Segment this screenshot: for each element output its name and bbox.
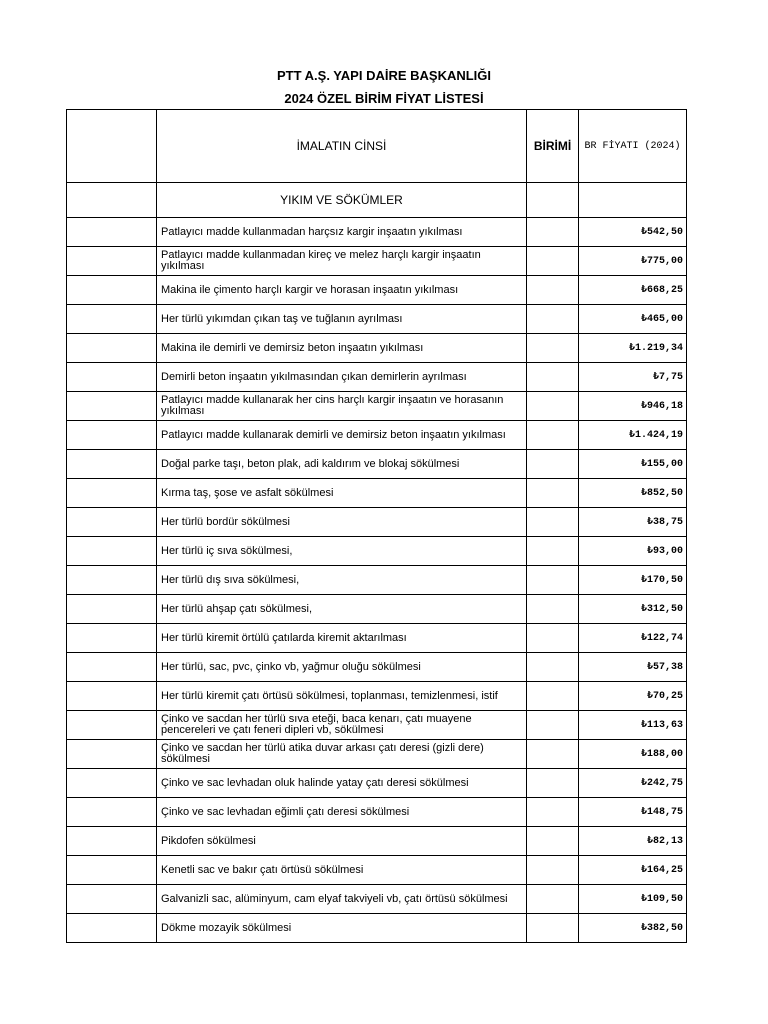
table-row (67, 624, 687, 653)
row-price: ₺155,00 (579, 450, 687, 479)
row-blank-cell (67, 914, 157, 943)
table-row (67, 885, 687, 914)
row-blank-cell (67, 624, 157, 653)
section-row (67, 183, 687, 218)
table-row (67, 856, 687, 885)
header-blank-cell (67, 110, 157, 183)
row-description: Çinko ve sac levhadan oluk halinde yatay çatı deresi sökülmesi (157, 769, 527, 798)
table-row (67, 508, 687, 537)
row-description: Her türlü yıkımdan çıkan taş ve tuğlanın ayrılması (157, 305, 527, 334)
row-description: Çinko ve sacdan her türlü sıva eteği, baca kenarı, çatı muayene pencereleri ve çatı feneri dipleri vb, sökülmesi (157, 711, 527, 740)
row-price: ₺82,13 (579, 827, 687, 856)
document-title: PTT A.Ş. YAPI DAİRE BAŞKANLIĞI (276, 68, 492, 83)
table-row (67, 914, 687, 943)
row-unit (527, 450, 579, 479)
row-description: Her türlü bordür sökülmesi (157, 508, 527, 537)
row-price: ₺775,00 (579, 247, 687, 276)
row-description: Doğal parke taşı, beton plak, adi kaldırım ve blokaj sökülmesi (157, 450, 527, 479)
header-price: BR FİYATI (2024) (579, 110, 687, 183)
row-description: Pikdofen sökülmesi (157, 827, 527, 856)
row-unit (527, 566, 579, 595)
row-unit (527, 740, 579, 769)
row-description: Kırma taş, şose ve asfalt sökülmesi (157, 479, 527, 508)
row-price: ₺122,74 (579, 624, 687, 653)
row-price: ₺93,00 (579, 537, 687, 566)
row-description: Çinko ve sac levhadan eğimli çatı deresi sökülmesi (157, 798, 527, 827)
row-unit (527, 653, 579, 682)
row-unit (527, 218, 579, 247)
row-description: Her türlü ahşap çatı sökülmesi, (157, 595, 527, 624)
table-row (67, 392, 687, 421)
row-unit (527, 827, 579, 856)
row-blank-cell (67, 595, 157, 624)
row-unit (527, 624, 579, 653)
row-unit (527, 537, 579, 566)
row-description: Galvanizli sac, alüminyum, cam elyaf takviyeli vb, çatı örtüsü sökülmesi (157, 885, 527, 914)
row-blank-cell (67, 682, 157, 711)
row-price: ₺542,50 (579, 218, 687, 247)
row-price: ₺946,18 (579, 392, 687, 421)
row-blank-cell (67, 537, 157, 566)
table-row (67, 479, 687, 508)
row-unit (527, 508, 579, 537)
header-description: İMALATIN CİNSİ (157, 110, 527, 183)
table-row (67, 334, 687, 363)
section-unit-cell (527, 183, 579, 218)
row-description: Makina ile demirli ve demirsiz beton inşaatın yıkılması (157, 334, 527, 363)
row-price: ₺242,75 (579, 769, 687, 798)
document-subtitle: 2024 ÖZEL BİRİM FİYAT LİSTESİ (284, 91, 484, 106)
row-unit (527, 305, 579, 334)
row-blank-cell (67, 508, 157, 537)
row-description: Her türlü, sac, pvc, çinko vb, yağmur oluğu sökülmesi (157, 653, 527, 682)
section-price-cell (579, 183, 687, 218)
table-row (67, 218, 687, 247)
table-row (67, 247, 687, 276)
row-unit (527, 479, 579, 508)
row-price: ₺148,75 (579, 798, 687, 827)
row-unit (527, 247, 579, 276)
table-row (67, 711, 687, 740)
row-description: Her türlü kiremit örtülü çatılarda kiremit aktarılması (157, 624, 527, 653)
row-price: ₺382,50 (579, 914, 687, 943)
row-blank-cell (67, 334, 157, 363)
row-unit (527, 769, 579, 798)
row-price: ₺70,25 (579, 682, 687, 711)
section-title: YIKIM VE SÖKÜMLER (157, 183, 527, 218)
row-blank-cell (67, 363, 157, 392)
table-row (67, 682, 687, 711)
row-price: ₺109,50 (579, 885, 687, 914)
row-price: ₺7,75 (579, 363, 687, 392)
table-row (67, 276, 687, 305)
row-price: ₺1.424,19 (579, 421, 687, 450)
row-description: Demirli beton inşaatın yıkılmasından çıkan demirlerin ayrılması (157, 363, 527, 392)
row-unit (527, 798, 579, 827)
row-price: ₺164,25 (579, 856, 687, 885)
table-row (67, 798, 687, 827)
table-row (67, 827, 687, 856)
row-unit (527, 711, 579, 740)
row-description: Makina ile çimento harçlı kargir ve horasan inşaatın yıkılması (157, 276, 527, 305)
table-row (67, 769, 687, 798)
header-unit: BİRİMİ (527, 110, 579, 183)
row-unit (527, 363, 579, 392)
row-blank-cell (67, 798, 157, 827)
row-blank-cell (67, 218, 157, 247)
row-price: ₺312,50 (579, 595, 687, 624)
row-unit (527, 595, 579, 624)
row-unit (527, 421, 579, 450)
price-table (66, 109, 687, 943)
row-unit (527, 914, 579, 943)
row-unit (527, 334, 579, 363)
table-row (67, 566, 687, 595)
row-price: ₺113,63 (579, 711, 687, 740)
row-description: Patlayıcı madde kullanarak her cins harçlı kargir inşaatın ve horasanın yıkılması (157, 392, 527, 421)
row-blank-cell (67, 885, 157, 914)
row-description: Her türlü kiremit çatı örtüsü sökülmesi, toplanması, temizlenmesi, istif (157, 682, 527, 711)
row-blank-cell (67, 653, 157, 682)
row-unit (527, 856, 579, 885)
row-blank-cell (67, 450, 157, 479)
table-row (67, 653, 687, 682)
row-unit (527, 885, 579, 914)
table-row (67, 537, 687, 566)
table-row (67, 740, 687, 769)
row-unit (527, 276, 579, 305)
table-row (67, 421, 687, 450)
row-unit (527, 682, 579, 711)
row-description: Patlayıcı madde kullanmadan harçsız kargir inşaatın yıkılması (157, 218, 527, 247)
row-price: ₺852,50 (579, 479, 687, 508)
row-blank-cell (67, 740, 157, 769)
row-description: Patlayıcı madde kullanmadan kireç ve melez harçlı kargir inşaatın yıkılması (157, 247, 527, 276)
row-description: Dökme mozayik sökülmesi (157, 914, 527, 943)
row-blank-cell (67, 711, 157, 740)
row-price: ₺1.219,34 (579, 334, 687, 363)
section-blank-cell (67, 183, 157, 218)
row-price: ₺38,75 (579, 508, 687, 537)
row-unit (527, 392, 579, 421)
row-blank-cell (67, 479, 157, 508)
row-description: Kenetli sac ve bakır çatı örtüsü sökülmesi (157, 856, 527, 885)
row-description: Her türlü iç sıva sökülmesi, (157, 537, 527, 566)
table-row (67, 595, 687, 624)
row-blank-cell (67, 276, 157, 305)
row-blank-cell (67, 305, 157, 334)
table-header-row (67, 110, 687, 183)
row-blank-cell (67, 421, 157, 450)
table-row (67, 450, 687, 479)
table-row (67, 363, 687, 392)
row-description: Her türlü dış sıva sökülmesi, (157, 566, 527, 595)
row-description: Patlayıcı madde kullanarak demirli ve demirsiz beton inşaatın yıkılması (157, 421, 527, 450)
row-blank-cell (67, 392, 157, 421)
row-blank-cell (67, 827, 157, 856)
row-blank-cell (67, 566, 157, 595)
row-price: ₺465,00 (579, 305, 687, 334)
row-price: ₺57,38 (579, 653, 687, 682)
row-blank-cell (67, 856, 157, 885)
row-description: Çinko ve sacdan her türlü atika duvar arkası çatı deresi (gizli dere) sökülmesi (157, 740, 527, 769)
row-blank-cell (67, 247, 157, 276)
row-price: ₺668,25 (579, 276, 687, 305)
table-row (67, 305, 687, 334)
row-price: ₺170,50 (579, 566, 687, 595)
row-price: ₺188,00 (579, 740, 687, 769)
row-blank-cell (67, 769, 157, 798)
